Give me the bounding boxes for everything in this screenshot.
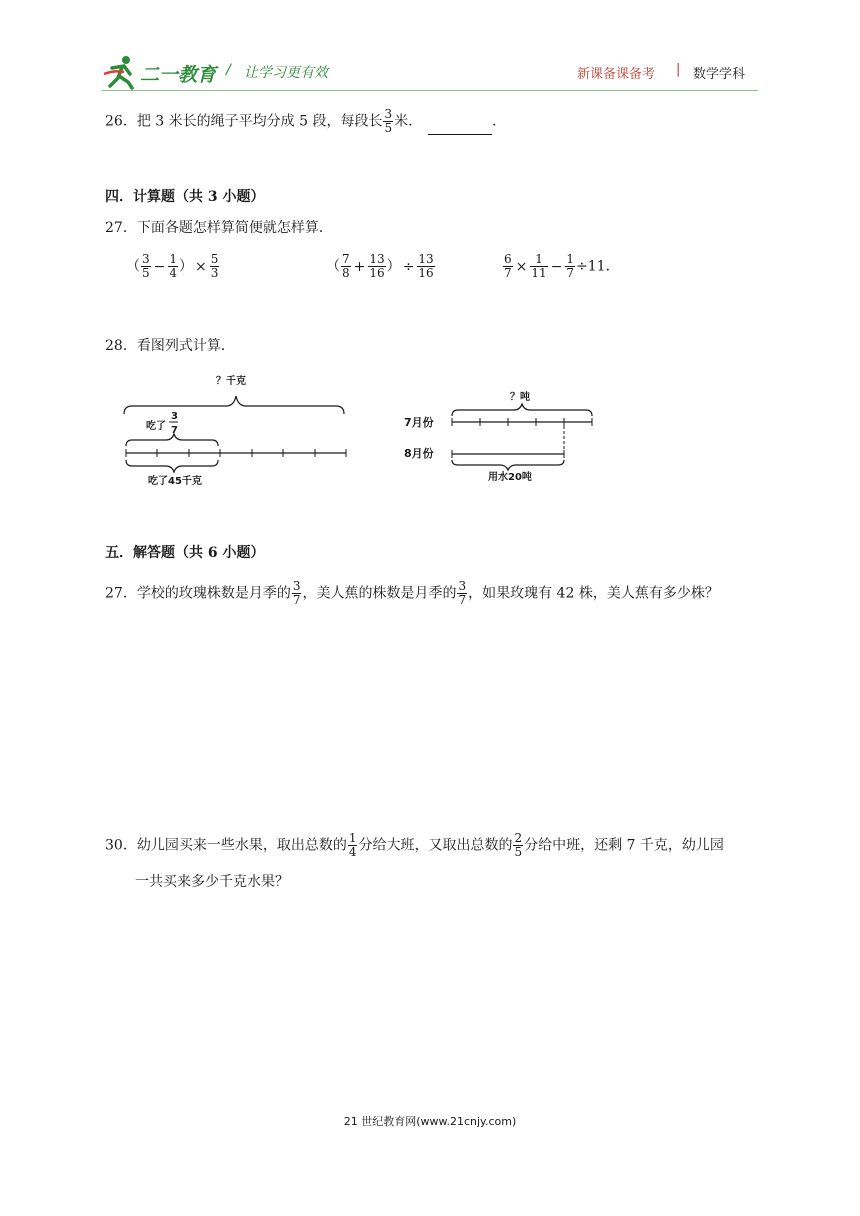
question-text: 把 3 米长的绳子平均分成 5 段，每段长 bbox=[136, 113, 383, 130]
figure-1-diagram bbox=[118, 366, 358, 492]
fraction: $\frac{3}{7}$ bbox=[292, 579, 301, 607]
question-26: 26．把 3 米长的绳子平均分成 5 段，每段长 $\frac{3}{5}$ 米． ． bbox=[105, 107, 507, 135]
question-number: 26． bbox=[105, 113, 137, 130]
header bbox=[0, 50, 860, 94]
fig1-eat-num: 3 bbox=[171, 411, 178, 422]
question-number: 27． bbox=[105, 585, 137, 602]
fig1-bottom-brace bbox=[126, 460, 218, 472]
header-right-left: 新课备课备考 bbox=[577, 67, 656, 82]
logo-text: 二一教育 bbox=[140, 64, 217, 86]
fraction: $\frac{2}{5}$ bbox=[514, 831, 523, 859]
header-divider: | bbox=[676, 62, 681, 77]
fig1-bottom-label: 吃了45千克 bbox=[148, 476, 202, 487]
fig1-top-brace bbox=[124, 396, 344, 414]
header-slogan: 让学习更有效 bbox=[244, 65, 328, 81]
fraction: $\frac{3}{7}$ bbox=[458, 579, 467, 607]
expression-2: （ $\frac{7}{8}$ + $\frac{13}{16}$ ） ÷ $\frac{13}{16}$ bbox=[326, 252, 434, 280]
answer-blank[interactable] bbox=[428, 120, 492, 135]
fig2-row2-label: 8月份 bbox=[404, 447, 434, 460]
question-30-line2: 一共买来多少千克水果？ bbox=[135, 874, 289, 890]
section-5-title: 五．解答题（共 6 小题） bbox=[105, 545, 265, 561]
question-text: 米． bbox=[394, 113, 423, 130]
header-right-right: 数学学科 bbox=[693, 67, 746, 82]
section-4-title: 四．计算题（共 3 小题） bbox=[105, 189, 265, 205]
question-27-calc bbox=[105, 218, 333, 238]
fig2-top-label: ？吨 bbox=[510, 392, 530, 403]
question-text: 下面各题怎样算简便就怎样算． bbox=[136, 220, 333, 236]
footer-text: 21 世纪教育网(www.21cnjy.com) bbox=[343, 1115, 517, 1128]
question-number: 27． bbox=[105, 220, 137, 236]
fig1-eat-label: 吃了 bbox=[146, 421, 166, 432]
question-27-word-problem: 27．学校的玫瑰株数是月季的 $\frac{3}{7}$ ，美人蕉的株数是月季的 $\frac{3}{7}$ ，如果玫瑰有 42 株，美人蕉有多少株？ bbox=[105, 579, 719, 607]
fig2-top-brace bbox=[452, 404, 592, 416]
fig2-bottom-brace bbox=[452, 460, 564, 470]
fraction: $\frac{1}{4}$ bbox=[348, 831, 357, 859]
header-rule bbox=[102, 90, 758, 91]
expression-3: $\frac{6}{7}$ × $\frac{1}{11}$ − $\frac{1}{7}$ ÷11． bbox=[504, 252, 620, 280]
logo-runner-icon bbox=[102, 54, 138, 90]
expression-1: （ $\frac{3}{5}$ − $\frac{1}{4}$ ） × $\frac{5}{3}$ bbox=[126, 252, 219, 280]
header-slash: / bbox=[226, 62, 231, 78]
question-text: 看图列式计算． bbox=[136, 338, 235, 354]
fig1-top-label: ？千克 bbox=[216, 376, 246, 387]
fig1-eat-den: 7 bbox=[171, 425, 178, 436]
figure-2-diagram bbox=[400, 380, 610, 484]
fig2-bottom-label: 用水20吨 bbox=[488, 472, 532, 483]
question-number: 28． bbox=[105, 338, 137, 354]
question-30: 30．幼儿园买来一些水果，取出总数的 $\frac{1}{4}$ 分给大班，又取出总数的 $\frac{2}{5}$ 分给中班，还剩 7 千克，幼儿园 bbox=[105, 831, 724, 859]
question-number: 30． bbox=[105, 837, 137, 854]
question-28 bbox=[105, 336, 235, 356]
fraction: $\frac{3}{5}$ bbox=[384, 107, 393, 135]
fig2-row1-label: 7月份 bbox=[404, 416, 434, 429]
